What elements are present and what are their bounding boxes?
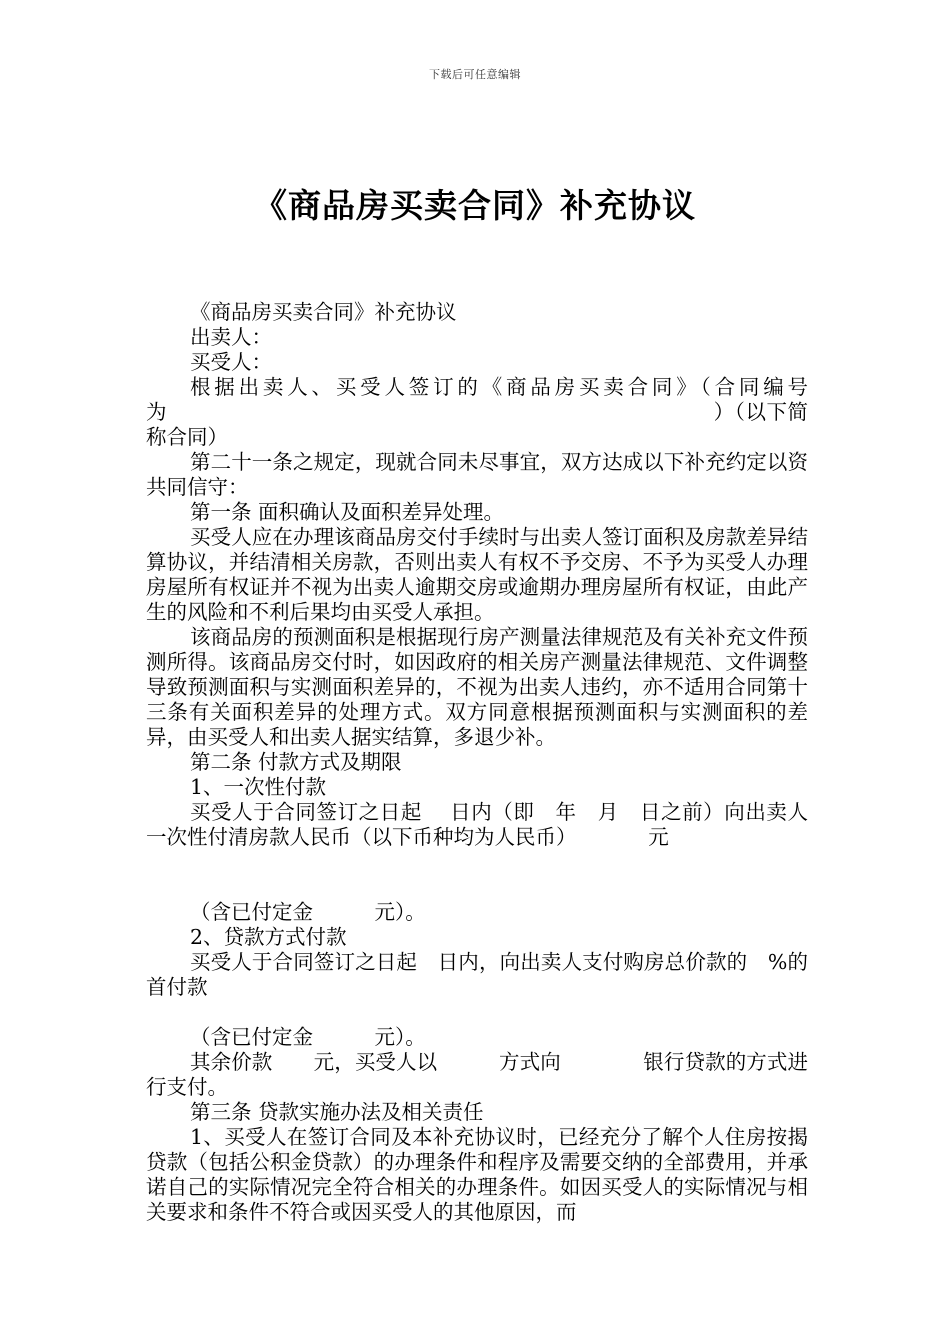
body-paragraph: 其余价款 元，买受人以 方式向 银行贷款的方式进行支付。 [146, 1050, 808, 1099]
body-paragraph: 1、买受人在签订合同及本补充协议时，已经充分了解个人住房按揭贷款（包括公积金贷款）的办理条件和程序及需要交纳的全部费用，并承诺自己的实际情况完全符合相关的办理条件。如因买受人的实际情况与相关要求和条件不符合或因买受人的其他原因，而 [146, 1125, 808, 1224]
body-paragraph: 买受人于合同签订之日起 日内（即 年 月 日之前）向出卖人一次性付清房款人民币（以下币种均为人民币） 元 [146, 800, 808, 849]
body-paragraph: 根据出卖人、买受人签订的《商品房买卖合同》（合同编号为 ）（以下简称合同） [146, 375, 808, 449]
body-paragraph: 该商品房的预测面积是根据现行房产测量法律规范及有关补充文件预测所得。该商品房交付时，如因政府的相关房产测量法律规范、文件调整导致预测面积与实测面积差异的，不视为出卖人违约，亦不适用合同第十三条有关面积差异的处理方式。双方同意根据预测面积与实测面积的差异，由买受人和出卖人据实结算，多退少补。 [146, 625, 808, 749]
clause-heading: 2、贷款方式付款 [190, 925, 347, 949]
body-paragraph: （含已付定金 元）。 [190, 1025, 426, 1049]
body-paragraph: 买受人于合同签订之日起 日内，向出卖人支付购房总价款的 %的首付款 [146, 950, 808, 999]
body-paragraph-subtitle: 《商品房买卖合同》补充协议 [190, 300, 457, 324]
header-note: 下载后可任意编辑 [429, 68, 521, 81]
body-paragraph-buyer: 买受人： [190, 350, 272, 374]
body-paragraph-seller: 出卖人： [190, 325, 272, 349]
article-heading: 第一条 面积确认及面积差异处理。 [190, 500, 505, 524]
article-heading: 第三条 贷款实施办法及相关责任 [190, 1100, 484, 1124]
article-heading: 第二条 付款方式及期限 [190, 750, 402, 774]
clause-heading: 1、一次性付款 [190, 775, 327, 799]
body-paragraph: （含已付定金 元）。 [190, 900, 426, 924]
body-paragraph: 买受人应在办理该商品房交付手续时与出卖人签订面积及房款差异结算协议，并结清相关房款，否则出卖人有权不予交房、不予为买受人办理房屋所有权证并不视为出卖人逾期交房或逾期办理房屋所有权证，由此产生的风险和不利后果均由买受人承担。 [146, 525, 808, 624]
document-title: 《商品房买卖合同》补充协议 [254, 186, 696, 225]
body-paragraph: 第二十一条之规定，现就合同未尽事宜，双方达成以下补充约定以资共同信守： [146, 450, 808, 499]
document-body [146, 300, 808, 1225]
